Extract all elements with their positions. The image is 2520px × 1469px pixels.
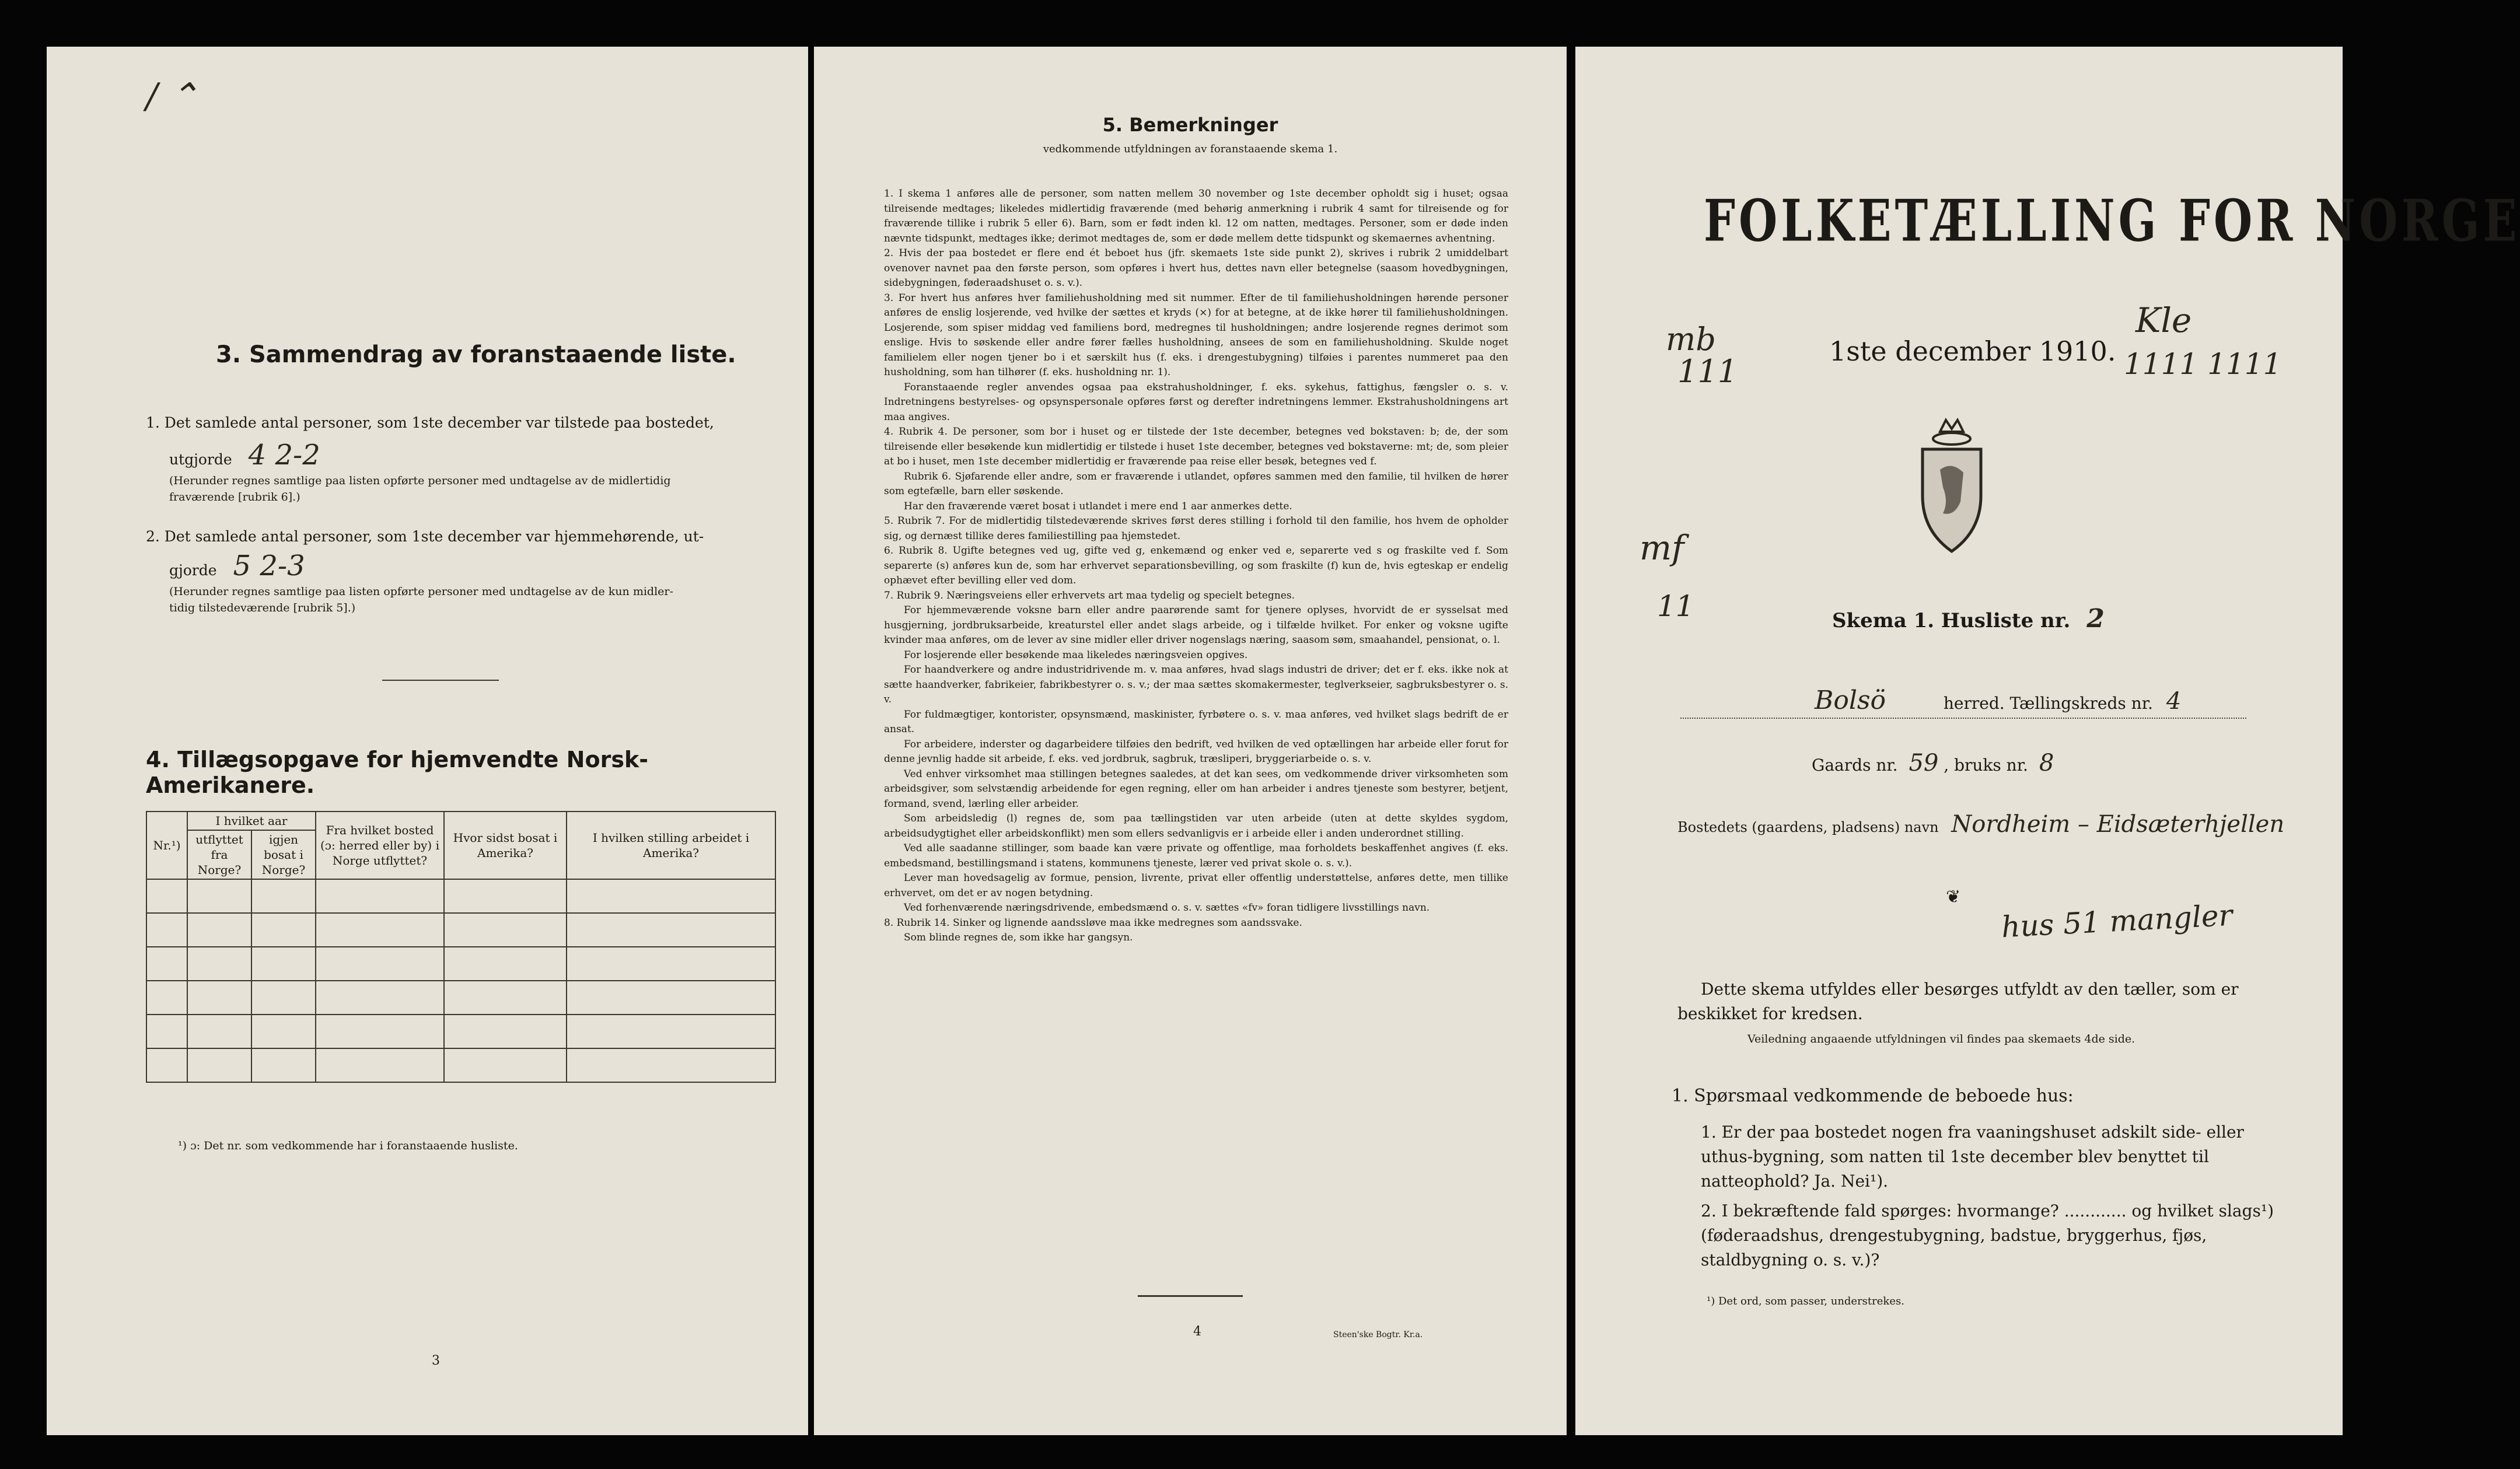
remark-7k: Ved forhenværende næringsdrivende, embedsmænd o. s. v. sættes «fv» foran tidligere livsstillings navn. — [904, 902, 1430, 914]
husliste-nr-handwritten: 2 — [2086, 604, 2105, 634]
page-left — [47, 47, 808, 1435]
remark-7b: For hjemmeværende voksne barn eller andre paarørende samt for tjenere oplyses, hvorvidt de er sysselsat med husgjerning, jordbruksarbeide, kreaturstel eller andet slags arbeide, og i tilfælde hvilket. For enker og voksne ugifte kvinder maa anføres, om de lever av sine midler eller driver nogenslags næring, saasom søm, smaahandel, pensionat, o. l. — [884, 604, 1508, 646]
hand-mark-mb: mb — [1666, 321, 1716, 358]
remark-1: 1. I skema 1 anføres alle de personer, som natten mellem 30 november og 1ste december opholdt sig i huset; ogsaa tilreisende medtages; likeledes midlertidig fraværende (med behørig anmerkning i rubrik 4 samt for tilreisende og for fraværende tillike i rubrik 5 eller 6). Barn, som er født inden kl. 12 om natten, medtages. Personer, som er døde inden nævnte tidspunkt, medtages ikke; derimot medtages de, som er døde mellem dette tidspunkt og skemaernes avhentning. — [884, 188, 1508, 244]
remark-4b: Rubrik 6. Sjøfarende eller andre, som er fraværende i utlandet, opføres sammen med den familie, til hvilken de hører som egtefælle, barn eller søskende. — [884, 470, 1508, 497]
dotted-rule — [1680, 718, 2246, 719]
q2-gjorde: gjorde 5 2-3 — [169, 550, 305, 582]
col-group-year: I hvilket aar — [187, 812, 316, 830]
section-1-title: 1. Spørsmaal vedkommende de beboede hus: — [1672, 1086, 2074, 1106]
remarks-title: 5. Bemerkninger — [1102, 114, 1278, 136]
table-row — [146, 981, 775, 1015]
q2-note: (Herunder regnes samtlige paa listen opførte personer med undtagelse av de kun midler- tidig tilstedeværende [rubrik 5].) — [169, 585, 673, 614]
census-title: FOLKETÆLLING FOR NORGE — [1704, 187, 2520, 254]
info-text: Dette skema utfyldes eller besørges utfyldt av den tæller, som er beskikket for kredsen. — [1677, 980, 2239, 1023]
col-bosted: Fra hvilket bosted (ɔ: herred eller by) i Norge utflyttet? — [316, 812, 444, 879]
remark-6: 6. Rubrik 8. Ugifte betegnes ved ug, gifte ved g, enkemænd og enker ved e, separerte ved s og fraskilte ved f. Som separerte (s) anføres kun de, som har erhvervet separationsbevilling, og som fraskilte (f) kun de, hvis egteskap er endelig ophævet efter bevilling eller ved dom. — [884, 545, 1508, 586]
col-igjen: igjen bosat i Norge? — [251, 830, 316, 879]
remark-7e: For fuldmægtiger, kontorister, opsynsmænd, maskinister, fyrbøtere o. s. v. maa anføres, ved hvilket slags bedrift de er ansat. — [884, 708, 1508, 735]
remark-7c: For losjerende eller besøkende maa likeledes næringsveien opgives. — [904, 649, 1248, 661]
hand-mark-mf: mf — [1640, 528, 1684, 568]
gaards-line: Gaards nr. 59 , bruks nr. 8 — [1812, 750, 2054, 777]
table-row — [146, 879, 775, 913]
remark-5: 5. Rubrik 7. For de midlertidig tilstedeværende skrives først deres stilling i forhold til den familie, hos hvem de opholder sig, og dernæst tillike deres familiestilling paa hjemstedet. — [884, 515, 1508, 542]
remark-8b: Som blinde regnes de, som ikke har gangsyn. — [904, 932, 1133, 943]
info-note: Veiledning angaaende utfyldningen vil findes paa skemaets 4de side. — [1747, 1033, 2135, 1045]
printer-mark: Steen'ske Bogtr. Kr.a. — [1333, 1330, 1423, 1339]
coat-of-arms-icon — [1908, 414, 1995, 560]
table-row — [146, 1048, 775, 1082]
bruks-handwritten: 8 — [2039, 750, 2054, 777]
bosted-handwritten: Nordheim – Eidsæterhjellen — [1951, 811, 2285, 838]
remark-7j: Lever man hovedsagelig av formue, pension, livrente, privat eller offentlig understøttelse, anføres dette, men tillike erhvervet, om det er av nogen betydning. — [884, 872, 1508, 899]
gaards-handwritten: 59 — [1909, 750, 1939, 777]
hand-mark-kle: Kle — [2135, 300, 2192, 340]
kreds-handwritten: 4 — [2166, 688, 2182, 715]
table-row — [146, 947, 775, 981]
remark-7d: For haandverkere og andre industridrivende m. v. maa anføres, hvad slags industri de driver; det er f. eks. ikke nok at sætte haandverker, fabrikeier, fabrikbestyrer o. s. v.; der maa sættes skomakermester, teglverkseier, sagbruksbestyrer o. s. v. — [884, 664, 1508, 705]
skema-line: Skema 1. Husliste nr. 2 — [1832, 604, 2105, 634]
hus-mangler-handwritten: hus 51 mangler — [2000, 898, 2234, 945]
col-stilling: I hvilken stilling arbeidet i Amerika? — [567, 812, 775, 879]
q1-line: 1. Det samlede antal personer, som 1ste december var tilstede paa bostedet, — [146, 414, 714, 431]
remarks-subtitle: vedkommende utfyldningen av foranstaaende skema 1. — [1043, 143, 1338, 155]
hand-mark-11: 11 — [1657, 589, 1694, 623]
ornament: ❦ — [1946, 887, 1961, 907]
norsk-amerikanere-table — [146, 811, 776, 1083]
section-3-title: 3. Sammendrag av foranstaaende liste. — [216, 341, 736, 368]
table-row — [146, 913, 775, 947]
q1-utgjorde: utgjorde 4 2-2 — [169, 439, 320, 471]
remark-8: 8. Rubrik 14. Sinker og lignende aandssløve maa ikke medregnes som aandssvake. — [884, 917, 1302, 929]
col-utflyttet: utflyttet fra Norge? — [187, 830, 251, 879]
divider — [1138, 1295, 1243, 1297]
col-sidst: Hvor sidst bosat i Amerika? — [444, 812, 567, 879]
hand-mark-tally: 1111 1111 — [2124, 347, 2282, 381]
divider — [382, 680, 499, 681]
hand-mark-111: 111 — [1677, 353, 1738, 390]
col-nr: Nr.¹) — [146, 812, 187, 879]
question-2: 2. I bekræftende fald spørges: hvormange? ............ og hvilket slags¹) (føderaadshus, drengestubygning, badstue, bryggerhus, fjøs, staldbygning o. s. v.)? — [1701, 1201, 2274, 1269]
remark-7f: For arbeidere, inderster og dagarbeidere tilføies den bedrift, ved hvilken de ved optællingen har arbeide eller forut for denne jevnlig hadde sit arbeide, f. eks. ved jordbruk, sagbruk, træsliperi, bryggeriarbeide o. s. v. — [884, 738, 1508, 765]
herred-handwritten: Bolsö — [1815, 685, 1886, 715]
remark-3: 3. For hvert hus anføres hver familiehusholdning med sit nummer. Efter de til familiehusholdningen hørende personer anføres de enslig losjerende, ved hvilke der sættes et kryds (×) for at betegne, at de ikke hører til familiehusholdningen. Losjerende, som spiser middag ved familiens bord, medregnes til husholdningen; andre losjerende regnes derimot som enslige. Hvis to søskende eller andre fører fælles husholdning, ansees de som en familiehusholdning. Skulde noget familielem eller nogen tjener bo i et særskilt hus (f. eks. i drengestubygning) tilføies i parentes nummeret paa den husholdning, som han tilhører (f. eks. husholdning nr. 1). — [884, 292, 1508, 378]
remark-7: 7. Rubrik 9. Næringsveiens eller erhvervets art maa tydelig og specielt betegnes. — [884, 589, 1295, 601]
herred-line: Bolsö herred. Tællingskreds nr. 4 — [1815, 685, 2182, 715]
remark-2: 2. Hvis der paa bostedet er flere end ét beboet hus (jfr. skemaets 1ste side punkt 2), skrives i rubrik 2 umiddelbart ovenover navnet paa den første person, som opføres i hvert hus, dettes navn eller betegnelse (saasom hovedbygningen, sidebygningen, føderaadshuset o. s. v.). — [884, 247, 1508, 289]
remark-7i: Ved alle saadanne stillinger, som baade kan være private og offentlige, maa forholdets beskaffenhet angives (f. eks. embedsmand, bestillingsmand i statens, kommunens tjeneste, lærer ved privat skole o. s. v.). — [884, 842, 1508, 869]
table-row — [146, 1015, 775, 1048]
section-4-title: 4. Tillægsopgave for hjemvendte Norsk-Amerikanere. — [146, 747, 648, 798]
question-1: 1. Er der paa bostedet nogen fra vaaningshuset adskilt side- eller uthus-bygning, som natten til 1ste december blev benyttet til natteophold? Ja. Nei¹). — [1701, 1122, 2244, 1191]
q2-line: 2. Det samlede antal personer, som 1ste december var hjemmehørende, ut- — [146, 528, 704, 545]
q2-value-handwritten: 5 2-3 — [233, 550, 305, 582]
corner-marks: / ⌃ — [146, 76, 198, 117]
remark-3b: Foranstaaende regler anvendes ogsaa paa ekstrahusholdninger, f. eks. sykehus, fattighus, fængsler o. s. v. Indretningens bestyrelses- og opsynspersonale opføres først og derefter indretningens lemmer. Ekstrahusholdningens art maa angives. — [884, 381, 1508, 423]
page-middle — [814, 47, 1567, 1435]
table-footnote: ¹) ɔ: Det nr. som vedkommende har i foranstaaende husliste. — [178, 1139, 518, 1152]
q1-note: (Herunder regnes samtlige paa listen opførte personer med undtagelse av de midlertidig fraværende [rubrik 6].) — [169, 474, 671, 503]
footnote: ¹) Det ord, som passer, understrekes. — [1707, 1295, 1904, 1307]
page-number: 3 — [432, 1353, 440, 1368]
page-right — [1575, 47, 2520, 1435]
remark-4: 4. Rubrik 4. De personer, som bor i huset og er tilstede der 1ste december, betegnes ved bokstaven: b; de, der som tilreisende eller besøkende kun midlertidig er tilstede i huset 1ste december, betegnes ved bokstaverne: mt; de, som pleier at bo i huset, men 1ste december midlertidig er fraværende paa reise eller besøk, betegnes ved f. — [884, 426, 1508, 467]
page-number: 4 — [1193, 1324, 1201, 1339]
bosted-line: Bostedets (gaardens, pladsens) navn Nordheim – Eidsæterhjellen — [1677, 811, 2285, 838]
remark-7g: Ved enhver virksomhet maa stillingen betegnes saaledes, at det kan sees, om vedkommende driver virksomheten som arbeidsgiver, som selvstændig arbeidende for egen regning, eller om han arbeider i andres tjeneste som bestyrer, betjent, formand, svend, lærling eller arbeider. — [884, 768, 1508, 810]
census-date: 1ste december 1910. — [1829, 335, 2116, 367]
q1-value-handwritten: 4 2-2 — [248, 439, 320, 471]
remark-7h: Som arbeidsledig (l) regnes de, som paa tællingstiden var uten arbeide (uten at dette skyldes sygdom, arbeidsudygtighet eller arbeidskonflikt) men som ellers sedvanligvis er i arbeide eller i anden underordnet stilling. — [884, 813, 1508, 840]
remark-4c: Har den fraværende været bosat i utlandet i mere end 1 aar anmerkes dette. — [904, 500, 1292, 512]
remarks-body — [884, 187, 1508, 946]
